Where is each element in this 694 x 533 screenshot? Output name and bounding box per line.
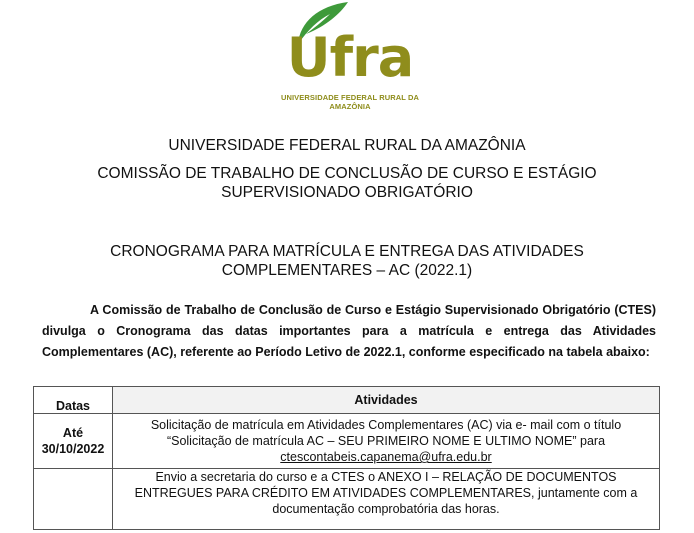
email-link[interactable]: ctescontabeis.capanema@ufra.edu.br <box>280 450 492 464</box>
intro-text: A Comissão de Trabalho de Conclusão de Curso e Estágio Supervisionado Obrigatório (CTES) divulga o Cronograma das datas importantes para a matrícula e entrega das Atividades Complementares (AC), referente ao Período Letivo de 2022.1, conforme especificado na tabela abaixo: <box>42 303 656 359</box>
ufra-logo <box>262 0 438 112</box>
row-activity <box>113 469 660 530</box>
row-date-line1: Até <box>62 426 84 440</box>
document-title-line1: CRONOGRAMA PARA MATRÍCULA E ENTREGA DAS ATIVIDADES <box>110 243 584 260</box>
logo-subtitle: UNIVERSIDADE FEDERAL RURAL DA AMAZÔNIA <box>280 93 420 111</box>
commission-name-line2: SUPERVISIONADO OBRIGATÓRIO <box>221 184 473 201</box>
intro-paragraph <box>42 300 656 363</box>
row-date <box>34 414 113 469</box>
row-activity-text: Envio a secretaria do curso e a CTES o ANEXO I – RELAÇÃO DE DOCUMENTOS ENTREGUES PARA CRÉDITO EM ATIVIDADES COMPLEMENTARES, juntamente com a documentação comprobatória das horas. <box>134 470 638 516</box>
row-date <box>34 469 113 530</box>
row-activity <box>113 414 660 469</box>
university-name: UNIVERSIDADE FEDERAL RURAL DA AMAZÔNIA <box>168 137 526 154</box>
document-title-line2: COMPLEMENTARES – AC (2022.1) <box>221 262 473 279</box>
schedule-table <box>33 386 660 530</box>
table-row <box>34 414 660 469</box>
table-row <box>34 469 660 530</box>
header-atividades: Atividades <box>113 387 660 414</box>
row-activity-text: Solicitação de matrícula em Atividades Complementares (AC) via e- mail com o título “Solicitação de matrícula AC – SEU PRIMEIRO NOME E ULTIMO NOME” para <box>150 418 622 448</box>
header-datas: Datas <box>34 387 113 414</box>
row-date-line2: 30/10/2022 <box>41 442 105 456</box>
table-header-row <box>34 387 660 414</box>
commission-name-line1: COMISSÃO DE TRABALHO DE CONCLUSÃO DE CURSO E ESTÁGIO <box>97 165 597 182</box>
logo-wordmark: Ufra <box>286 26 414 89</box>
